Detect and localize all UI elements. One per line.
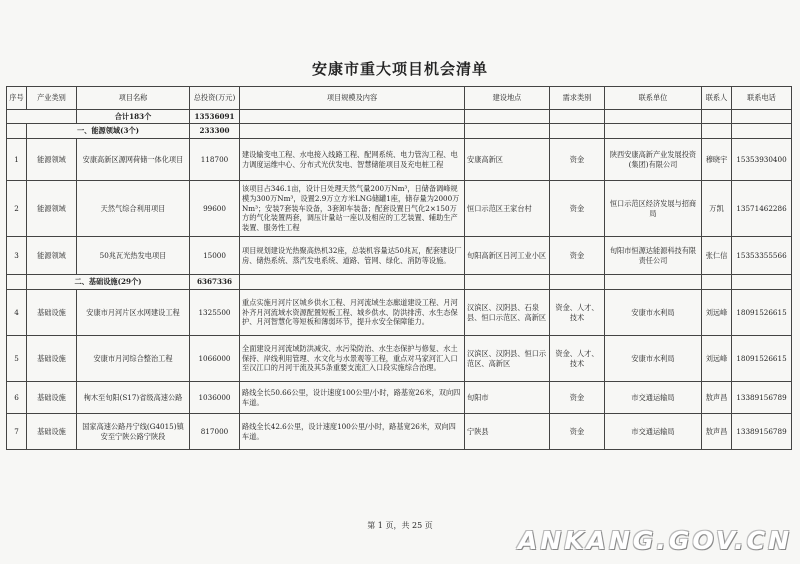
- row-number: 3: [7, 237, 27, 275]
- header-cell: 总投资(万元): [190, 87, 240, 110]
- row-project-name: 安康市月河综合整治工程: [77, 336, 190, 382]
- table-row: [7, 414, 792, 450]
- row-demand: 资金: [550, 382, 605, 414]
- row-contact-unit: 陕西安康高新产业发展投资(集团)有限公司: [605, 139, 702, 181]
- row-category: 基础设施: [27, 414, 77, 450]
- row-demand: 资金、人才、技术: [550, 336, 605, 382]
- header-row: [7, 87, 792, 110]
- row-location: 旬阳市: [465, 382, 550, 414]
- row-location: 恒口示范区王家台村: [465, 181, 550, 237]
- row-contact-unit: 旬阳市恒源达能源科技有限责任公司: [605, 237, 702, 275]
- row-demand: 资金: [550, 181, 605, 237]
- row-phone: 15353930400: [732, 139, 792, 181]
- row-location: 宁陕县: [465, 414, 550, 450]
- header-cell: 产业类别: [27, 87, 77, 110]
- row-content: 路线全长42.6公里，设计速度100公里/小时，路基宽26米，双向四车道。: [240, 414, 465, 450]
- row-contact-person: 敖声昌: [702, 414, 732, 450]
- project-table: [6, 86, 792, 450]
- section-row: [7, 275, 792, 290]
- empty-cell: [702, 275, 732, 290]
- empty-cell: [605, 275, 702, 290]
- row-contact-person: 张仁信: [702, 237, 732, 275]
- empty-cell: [240, 275, 465, 290]
- row-location: 旬阳高新区吕河工业小区: [465, 237, 550, 275]
- row-number: 2: [7, 181, 27, 237]
- empty-cell: [702, 124, 732, 139]
- row-contact-person: 万凯: [702, 181, 732, 237]
- row-demand: 资金: [550, 139, 605, 181]
- row-investment: 817000: [190, 414, 240, 450]
- row-investment: 15000: [190, 237, 240, 275]
- row-contact-unit: 安康市水利局: [605, 290, 702, 336]
- row-location: 汉滨区、汉阴县、恒口示范区、高新区: [465, 336, 550, 382]
- row-project-name: 天然气综合利用项目: [77, 181, 190, 237]
- row-phone: 18091526615: [732, 336, 792, 382]
- row-category: 基础设施: [27, 290, 77, 336]
- row-investment: 1066000: [190, 336, 240, 382]
- empty-cell: [732, 124, 792, 139]
- row-phone: 15353355566: [732, 237, 792, 275]
- header-cell: 建设地点: [465, 87, 550, 110]
- row-content: 建设输变电工程、水电接入线路工程、配网系统、电力管沟工程、电力调度运维中心、分布式光伏发电、智慧储能项目及充电桩工程: [240, 139, 465, 181]
- row-demand: 资金: [550, 414, 605, 450]
- row-investment: 1325500: [190, 290, 240, 336]
- row-phone: 13389156789: [732, 414, 792, 450]
- row-demand: 资金: [550, 237, 605, 275]
- row-contact-person: 穆晓宇: [702, 139, 732, 181]
- row-contact-person: 刘远峰: [702, 290, 732, 336]
- row-contact-unit: 市交通运输局: [605, 414, 702, 450]
- row-content: 路线全长50.66公里，设计速度100公里/小时，路基宽26米，双向四车道。: [240, 382, 465, 414]
- row-contact-unit: 恒口示范区经济发展与招商局: [605, 181, 702, 237]
- row-project-name: 国家高速公路丹宁线(G4015)镇安至宁陕公路宁陕段: [77, 414, 190, 450]
- total-label: 合计183个: [77, 110, 190, 124]
- row-category: 基础设施: [27, 336, 77, 382]
- row-category: 基础设施: [27, 382, 77, 414]
- table-row: [7, 382, 792, 414]
- row-location: 汉滨区、汉阴县、石泉县、恒口示范区、高新区: [465, 290, 550, 336]
- section-label: 一、能源领域(3个): [27, 124, 190, 139]
- row-content: 全面建设月河流域防洪减灾、水污染防治、水生态保护与修复、水土保持、岸线利用管理、水文化与水景观等工程，重点对马家河汇入口至汉江口的月河干流及其5条重要支流汇入口段实施综合治理。: [240, 336, 465, 382]
- row-investment: 99600: [190, 181, 240, 237]
- row-contact-person: 敖声昌: [702, 382, 732, 414]
- row-phone: 18091526615: [732, 290, 792, 336]
- header-cell: 联系单位: [605, 87, 702, 110]
- empty-cell: [465, 110, 550, 124]
- header-cell: 联系人: [702, 87, 732, 110]
- row-number: 6: [7, 382, 27, 414]
- row-category: 能源领域: [27, 181, 77, 237]
- row-number: 1: [7, 139, 27, 181]
- row-category: 能源领域: [27, 139, 77, 181]
- table-row: [7, 290, 792, 336]
- section-label: 二、基础设施(29个): [27, 275, 190, 290]
- page-title: 安康市重大项目机会清单: [311, 60, 488, 78]
- row-contact-unit: 安康市水利局: [605, 336, 702, 382]
- empty-cell: [240, 110, 465, 124]
- table-row: [7, 139, 792, 181]
- row-location: 安康高新区: [465, 139, 550, 181]
- row-phone: 13571462286: [732, 181, 792, 237]
- page-footer: 第 1 页，共 25 页: [367, 521, 433, 530]
- header-cell: 项目名称: [77, 87, 190, 110]
- row-content: 该项目占346.1亩，设计日处理天然气量200万Nm³，日储备调峰规模为300万Nm³，设置2.9万立方米LNG储罐1座，储存量为2000万Nm³；安装7套装车设备，3套卸车装备；配套设置日气化2×150万方的气化装置两套，调压计量站一座以及相应的工艺装置、辅助生产装置、服务性工程: [240, 181, 465, 237]
- empty-cell: [605, 110, 702, 124]
- empty-cell: [7, 275, 27, 290]
- header-cell: 需求类别: [550, 87, 605, 110]
- empty-cell: [550, 275, 605, 290]
- row-contact-unit: 市交通运输局: [605, 382, 702, 414]
- empty-cell: [605, 124, 702, 139]
- section-investment: 6367336: [190, 275, 240, 290]
- row-number: 4: [7, 290, 27, 336]
- total-investment: 13536091: [190, 110, 240, 124]
- total-spacer: [7, 110, 77, 124]
- section-row: [7, 124, 792, 139]
- empty-cell: [702, 110, 732, 124]
- row-category: 能源领域: [27, 237, 77, 275]
- header-cell: 项目规模及内容: [240, 87, 465, 110]
- section-investment: 233300: [190, 124, 240, 139]
- header-cell: 联系电话: [732, 87, 792, 110]
- site-watermark: ANKANG.GOV.CN: [518, 526, 793, 555]
- empty-cell: [7, 124, 27, 139]
- table-row: [7, 336, 792, 382]
- row-number: 5: [7, 336, 27, 382]
- total-row: [7, 110, 792, 124]
- empty-cell: [465, 124, 550, 139]
- row-project-name: 安康高新区源网荷储一体化项目: [77, 139, 190, 181]
- row-demand: 资金、人才、技术: [550, 290, 605, 336]
- empty-cell: [240, 124, 465, 139]
- row-project-name: 50兆瓦光热发电项目: [77, 237, 190, 275]
- empty-cell: [732, 110, 792, 124]
- row-content: 项目规划建设光热聚高热机32座，总装机容量达50兆瓦，配套建设厂房、储热系统、蒸汽发电系统、道路、管网、绿化、消防等设施。: [240, 237, 465, 275]
- row-project-name: 安康市月河片区水网建设工程: [77, 290, 190, 336]
- header-cell: 序号: [7, 87, 27, 110]
- row-investment: 118700: [190, 139, 240, 181]
- row-contact-person: 刘远峰: [702, 336, 732, 382]
- row-phone: 13389156789: [732, 382, 792, 414]
- empty-cell: [550, 110, 605, 124]
- empty-cell: [465, 275, 550, 290]
- empty-cell: [732, 275, 792, 290]
- row-number: 7: [7, 414, 27, 450]
- row-content: 重点实施月河片区城乡供水工程、月河流域生态廊道建设工程、月河补齐月河流域水资源配置短板工程、城乡供水、防洪排涝、水生态保护、月河智慧化等短板和薄弱环节，提升水安全保障能力。: [240, 290, 465, 336]
- row-investment: 1036000: [190, 382, 240, 414]
- table-row: [7, 237, 792, 275]
- empty-cell: [550, 124, 605, 139]
- row-project-name: 栒木至旬阳(S17)省级高速公路: [77, 382, 190, 414]
- table-row: [7, 181, 792, 237]
